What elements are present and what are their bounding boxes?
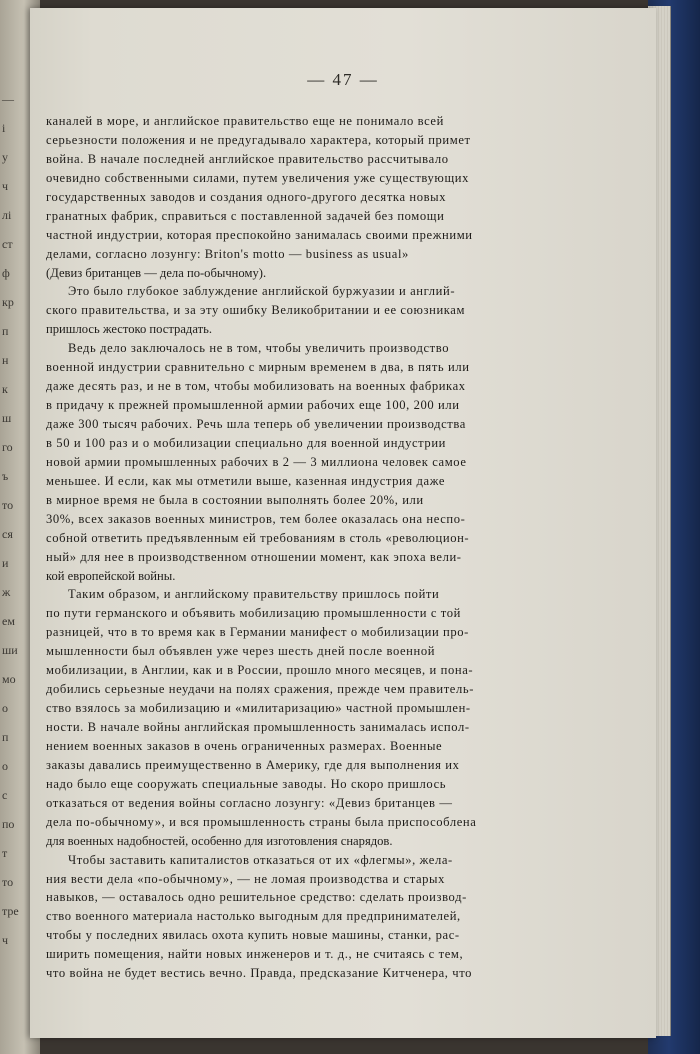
text-line: навыков, — оставалось одно решительное средство: сделать производ- bbox=[46, 890, 467, 905]
facing-page-fragment: ф bbox=[2, 266, 10, 280]
text-line: ности. В начале войны английская промышленность занималась испол- bbox=[46, 720, 470, 734]
text-line: каналей в море, и английское правительство еще не понимало всей bbox=[46, 114, 444, 128]
text-line: делами, согласно лозунгу: Briton's motto — business as usual» bbox=[46, 246, 409, 261]
text-line: в придачу к прежней промышленной армии рабочих еще 100, 200 или bbox=[46, 398, 460, 413]
text-line: нением военных заказов в очень ограниченных размерах. Военные bbox=[46, 738, 443, 753]
facing-page-fragment: ем bbox=[2, 614, 15, 628]
text-line: в мирное время не была в состоянии выполнять более 20%, или bbox=[46, 492, 424, 507]
text-line: Чтобы заставить капиталистов отказаться от их «флегмы», жела- bbox=[68, 852, 453, 867]
text-line: Таким образом, и английскому правительству пришлось пойти bbox=[68, 587, 440, 602]
text-line: очевидно собственными силами, путем увеличения уже существующих bbox=[46, 170, 469, 185]
facing-page-fragment: ст bbox=[2, 237, 13, 251]
text-line: Это было глубокое заблуждение английской буржуазии и англий- bbox=[68, 284, 456, 299]
text-line: надо было еще сооружать специальные заводы. Но скоро пришлось bbox=[46, 776, 447, 791]
facing-page-fragment: и bbox=[2, 556, 9, 570]
text-line: Ведь дело заключалось не в том, чтобы увеличить производство bbox=[68, 341, 450, 356]
body-text bbox=[46, 112, 560, 983]
book-page bbox=[30, 8, 656, 1038]
text-line: мобилизации, в Англии, как и в России, прошло много месяцев, и пона- bbox=[46, 663, 474, 678]
facing-page-fragment: го bbox=[2, 440, 13, 454]
facing-page-fragment: — bbox=[2, 92, 14, 106]
facing-page-fragment: то bbox=[2, 875, 14, 889]
facing-page-fragment: ч bbox=[2, 933, 9, 947]
facing-page-fragment: о bbox=[2, 759, 8, 773]
text-line: пришлось жестоко пострадать. bbox=[46, 322, 212, 337]
facing-page-fragment: і bbox=[2, 121, 6, 135]
text-line: добились серьезные неудачи на полях сражения, прежде чем правитель- bbox=[46, 682, 475, 697]
text-line: государственных заводов и создания одного-другого десятка новых bbox=[46, 189, 447, 204]
facing-page-fragment: у bbox=[2, 150, 8, 164]
facing-page-fragment: н bbox=[2, 353, 9, 367]
facing-page-fragment: п bbox=[2, 730, 9, 744]
text-line: ния вести дела «по-обычному», — не ломая производства и старых bbox=[46, 871, 446, 886]
text-line: серьезности положения и не предугадывало характера, который примет bbox=[46, 132, 471, 147]
text-line: мышленности был объявлен уже через шесть дней после военной bbox=[46, 644, 436, 659]
facing-page-fragment: ж bbox=[2, 585, 11, 599]
text-line: частной индустрии, которая преспокойно занималась своими прежними bbox=[46, 227, 473, 242]
text-line: ство военного материала настолько выгодным для предпринимателей, bbox=[46, 909, 461, 924]
text-line: отказаться от ведения войны согласно лозунгу: «Девиз британцев — bbox=[46, 795, 453, 810]
text-line: чтобы у последних явилась охота купить новые машины, станки, рас- bbox=[46, 928, 460, 943]
text-line: новой армии промышленных рабочих в 2 — 3 миллиона человек самое bbox=[46, 454, 467, 469]
text-line: для военных надобностей, особенно для изготовления снарядов. bbox=[46, 833, 393, 848]
facing-page-fragment: ъ bbox=[2, 469, 9, 483]
text-line: гранатных фабрик, справиться с поставленной задачей без помощи bbox=[46, 208, 445, 223]
page-number: — 47 — bbox=[307, 70, 379, 89]
facing-page-fragment: мо bbox=[2, 672, 16, 686]
facing-page-fragment: ся bbox=[2, 527, 13, 541]
text-line: даже десять раз, и не в том, чтобы мобилизовать на военных фабриках bbox=[46, 379, 466, 394]
facing-page-fragment: к bbox=[2, 382, 8, 396]
facing-page-fragment: лі bbox=[2, 208, 12, 222]
text-line: (Девиз британцев — дела по-обычному). bbox=[46, 265, 267, 280]
text-line: меньшее. И если, как мы отметили выше, казенная индустрия даже bbox=[46, 473, 446, 488]
text-line: даже 300 тысяч рабочих. Речь шла теперь об увеличении производства bbox=[46, 417, 466, 431]
text-line: война. В начале последней английское правительство рассчитывало bbox=[46, 151, 449, 166]
text-line: кой европейской войны. bbox=[46, 568, 176, 583]
facing-page-fragment: ч bbox=[2, 179, 9, 193]
text-line: по пути германского и объявить мобилизацию промышленности с той bbox=[46, 606, 461, 621]
facing-page-fragment: то bbox=[2, 498, 14, 512]
facing-page-fragment: кр bbox=[2, 295, 14, 309]
facing-page-fragment: с bbox=[2, 788, 8, 802]
text-line: ство взялось за мобилизацию и «милитаризацию» частной промышлен- bbox=[46, 701, 471, 716]
text-line: ского правительства, и за эту ошибку Великобритании и ее союзникам bbox=[46, 303, 466, 318]
text-line: заказы давались преимущественно в Америку, где для выполнения их bbox=[46, 757, 460, 772]
text-line: разницей, что в то время как в Германии манифест о мобилизации про- bbox=[46, 625, 469, 640]
facing-page-fragment: ши bbox=[2, 643, 18, 657]
facing-page-fragment: п bbox=[2, 324, 9, 338]
facing-page-fragment: по bbox=[2, 817, 15, 831]
facing-page-fragment: о bbox=[2, 701, 8, 715]
text-line: в 50 и 100 раз и о мобилизации специально для военной индустрии bbox=[46, 435, 446, 450]
facing-page-fragment: тре bbox=[2, 904, 19, 918]
text-line: дела по-обычному», и вся промышленность страны была приспособлена bbox=[46, 814, 477, 829]
text-line: что война не будет вестись вечно. Правда, предсказание Китченера, что bbox=[46, 966, 473, 981]
text-line: 30%, всех заказов военных министров, тем более оказалась она неспо- bbox=[46, 511, 466, 526]
text-line: ширить помещения, найти новых инженеров и т. д., не считаясь с тем, bbox=[46, 947, 464, 962]
facing-page-fragment: ш bbox=[2, 411, 12, 425]
facing-page-fragment: т bbox=[2, 846, 8, 860]
text-line: собной ответить предъявленным ей требованиям в столь «революцион- bbox=[46, 530, 470, 545]
text-line: ный» для нее в производственном отношении момент, как эпоха вели- bbox=[46, 549, 462, 564]
text-line: военной индустрии сравнительно с мирным временем в два, в пять или bbox=[46, 360, 470, 375]
